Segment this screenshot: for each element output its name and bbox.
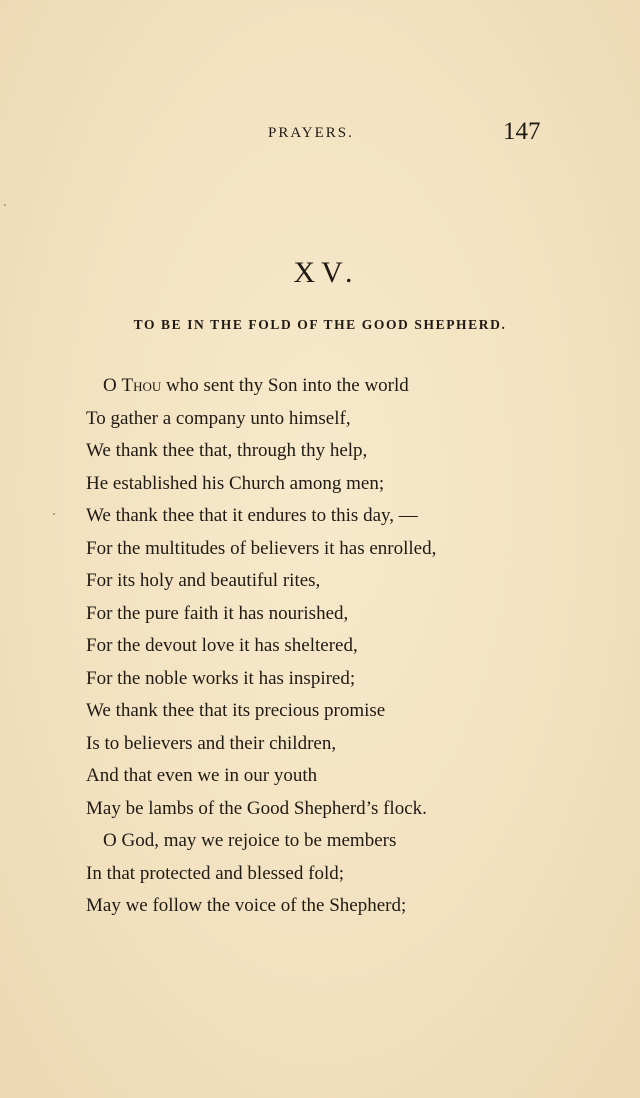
- opening-word: O: [103, 375, 122, 396]
- prayer-text: [86, 370, 556, 923]
- prayer-line: We thank thee that its precious promise: [86, 700, 386, 721]
- section-number: XV.: [293, 256, 359, 289]
- prayer-line: May be lambs of the Good Shepherd’s flock.: [86, 797, 427, 819]
- running-header: [0, 118, 640, 148]
- prayer-line: For the noble works it has inspired;: [86, 667, 356, 689]
- prayer-line: Is to believers and their children,: [86, 732, 337, 754]
- prayer-line: And that even we in our youth: [86, 765, 318, 786]
- paper-speck: [4, 204, 6, 206]
- prayer-line: For the multitudes of believers it has enrolled,: [86, 537, 437, 559]
- prayer-line: O God, may we rejoice to be members: [103, 830, 397, 851]
- paper-speck: [53, 513, 55, 515]
- running-title: PRAYERS.: [268, 125, 354, 141]
- prayer-line: We thank thee that it endures to this day, —: [86, 505, 418, 526]
- prayer-line: [86, 370, 556, 403]
- section-title: TO BE IN THE FOLD OF THE GOOD SHEPHERD.: [133, 317, 507, 332]
- page-number: 147: [503, 118, 541, 145]
- prayer-line: For the pure faith it has nourished,: [86, 602, 349, 624]
- opening-smallcaps: Thou: [121, 375, 162, 396]
- opening-rest: who sent thy Son into the world: [161, 375, 409, 396]
- prayer-line: For its holy and beautiful rites,: [86, 570, 321, 591]
- prayer-line: May we follow the voice of the Shepherd;: [86, 895, 407, 916]
- prayer-line: For the devout love it has sheltered,: [86, 635, 358, 656]
- prayer-line: He established his Church among men;: [86, 472, 385, 494]
- prayer-line: In that protected and blessed fold;: [86, 862, 345, 884]
- prayer-line: To gather a company unto himself,: [86, 407, 351, 429]
- prayer-line: We thank thee that, through thy help,: [86, 440, 368, 461]
